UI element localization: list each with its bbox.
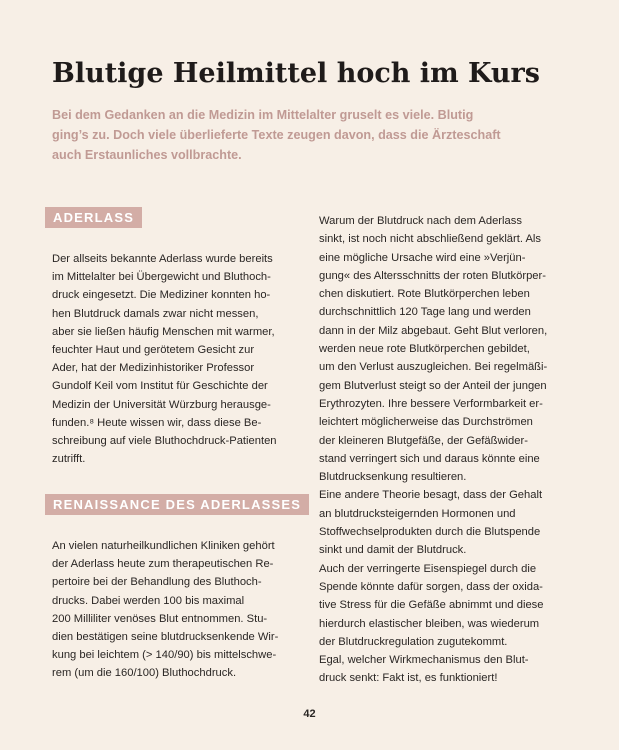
- text-line: schreibung auf viele Bluthochdruck-Patienten: [52, 435, 277, 448]
- text-line: Stoffwechselprodukten durch die Blutspende: [319, 526, 541, 539]
- text-line: funden.⁸ Heute wissen wir, dass diese Be-: [52, 416, 262, 429]
- text-line: Blutdrucksenkung resultieren.: [319, 471, 467, 484]
- text-line: Erythrozyten. Ihre bessere Verformbarkeit er-: [319, 397, 543, 410]
- renaissance-paragraph: [52, 537, 278, 683]
- text-line: feuchter Haut und gerötetem Gesicht zur: [52, 344, 255, 357]
- intro-line: ging’s zu. Doch viele überlieferte Texte zeugen davon, dass die Ärzteschaft: [52, 128, 501, 142]
- text-line: Gundolf Keil vom Institut für Geschichte der: [52, 380, 268, 393]
- right-column-text: [319, 212, 547, 688]
- text-line: hierdurch elastischer bleiben, was wiederum: [319, 617, 540, 630]
- text-line: zutrifft.: [52, 453, 86, 466]
- text-line: drucks. Dabei werden 100 bis maximal: [52, 594, 245, 607]
- text-line: leichtert möglicherweise das Durchströmen: [319, 416, 533, 429]
- text-line: durchschnittlich 120 Tage lang und werden: [319, 306, 531, 319]
- text-line: sinkt, ist noch nicht abschließend geklärt. Als: [319, 233, 541, 246]
- text-line: 200 Milliliter venöses Blut entnommen. Stu-: [52, 612, 268, 625]
- text-line: Spende könnte dafür sorgen, dass der oxida-: [319, 580, 543, 593]
- intro-paragraph: [52, 105, 572, 165]
- intro-line: auch Erstaunliches vollbrachte.: [52, 148, 242, 162]
- text-line: aber sie ließen häufig Menschen mit warmer,: [52, 325, 275, 338]
- text-line: Warum der Blutdruck nach dem Aderlass: [319, 215, 522, 227]
- text-line: Der allseits bekannte Aderlass wurde bereits: [52, 253, 273, 265]
- text-line: an blutdrucksteigernden Hormonen und: [319, 507, 516, 520]
- text-line: chen diskutiert. Rote Blutkörperchen leben: [319, 288, 530, 301]
- text-line: gung« des Altersschnitts der roten Blutkörper-: [319, 269, 546, 282]
- text-line: kung bei leichtem (> 140/90) bis mittelschwe-: [52, 649, 277, 662]
- text-line: dann in der Milz abgebaut. Geht Blut verloren,: [319, 324, 548, 337]
- text-line: werden neue rote Blutkörperchen gebildet,: [319, 343, 530, 356]
- text-line: der Blutdruckregulation zugutekommt.: [319, 635, 508, 648]
- text-line: der Aderlass heute zum therapeutischen Re-: [52, 558, 274, 571]
- text-line: Eine andere Theorie besagt, dass der Gehalt: [319, 489, 543, 502]
- section-heading-aderlass: ADERLASS: [45, 207, 142, 228]
- text-line: gem Blutverlust steigt so der Anteil der jungen: [319, 379, 547, 392]
- text-line: Medizin der Universität Würzburg herausge-: [52, 398, 271, 411]
- page-title: Blutige Heilmittel hoch im Kurs: [52, 58, 540, 89]
- intro-line: Bei dem Gedanken an die Medizin im Mittelalter gruselt es viele. Blutig: [52, 108, 474, 122]
- text-line: dien bestätigen seine blutdrucksenkende Wir-: [52, 631, 279, 644]
- text-line: im Mittelalter bei Übergewicht und Bluthoch-: [52, 271, 271, 284]
- text-line: druck senkt: Fakt ist, es funktioniert!: [319, 672, 498, 685]
- page-number: 42: [303, 708, 316, 720]
- text-line: An vielen naturheilkundlichen Kliniken gehört: [52, 540, 275, 552]
- text-line: stand verringert sich und daraus könnte eine: [319, 452, 540, 465]
- text-line: pertoire bei der Behandlung des Bluthoch-: [52, 576, 262, 589]
- text-line: rem (um die 160/100) Bluthochdruck.: [52, 667, 237, 680]
- aderlass-paragraph: [52, 250, 277, 468]
- text-line: sinkt und damit der Blutdruck.: [319, 544, 467, 557]
- text-line: druck eingesetzt. Die Mediziner konnten ho-: [52, 289, 271, 302]
- text-line: Auch der verringerte Eisenspiegel durch die: [319, 562, 537, 575]
- section-heading-renaissance: RENAISSANCE DES ADERLASSES: [45, 494, 309, 515]
- text-line: hen Blutdruck damals zwar nicht messen,: [52, 307, 259, 320]
- text-line: eine mögliche Ursache wird eine »Verjün-: [319, 251, 526, 264]
- text-line: tive Stress für die Gefäße abnimmt und diese: [319, 599, 544, 612]
- text-line: der kleineren Blutgefäße, der Gefäßwider-: [319, 434, 528, 447]
- text-line: Egal, welcher Wirkmechanismus den Blut-: [319, 654, 529, 667]
- text-line: um den Verlust auszugleichen. Bei regelmäßi-: [319, 361, 548, 374]
- text-line: Ader, hat der Medizinhistoriker Professor: [52, 362, 255, 375]
